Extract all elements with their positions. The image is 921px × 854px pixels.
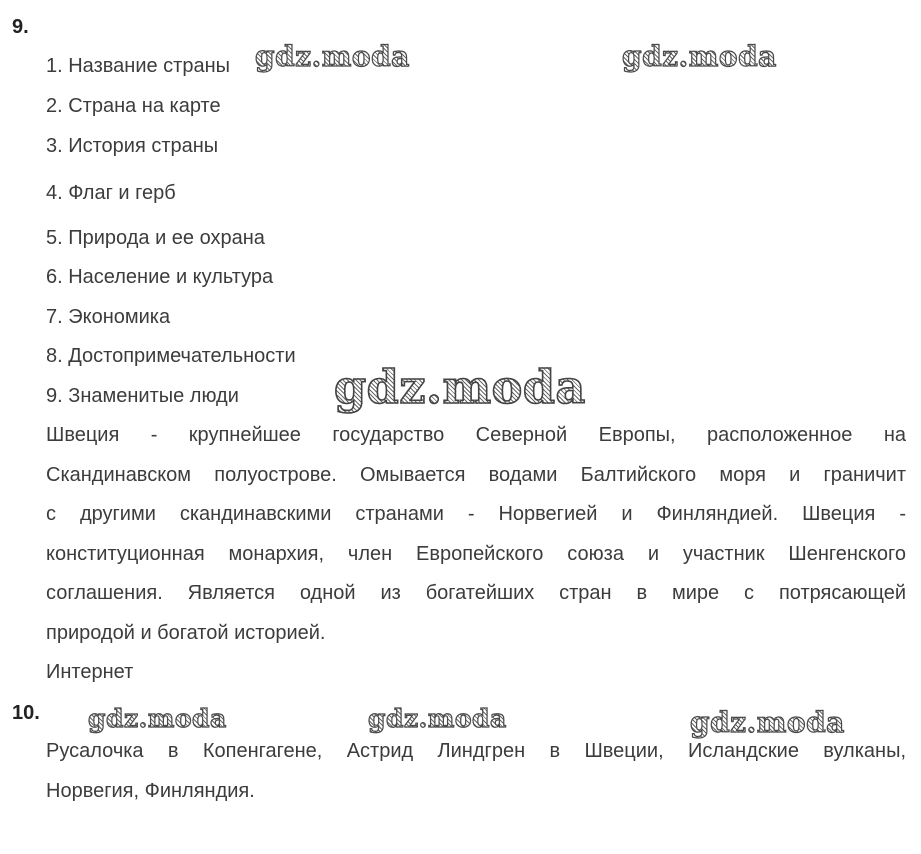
list-item-sights: 8. Достопримечательности [46, 345, 296, 367]
task-10-answer [46, 732, 906, 811]
list-item-nature: 5. Природа и ее охрана [46, 227, 265, 249]
watermark-logo: gdz.moda [255, 40, 410, 73]
list-item-flag-emblem: 4. Флаг и герб [46, 182, 176, 204]
list-item-population: 6. Население и культура [46, 266, 274, 288]
paragraph-line: природой и богатой историей. [46, 621, 326, 644]
paragraph-line: Скандинавском полуострове. Омывается водами Балтийского моря и граничит [46, 463, 906, 486]
list-item-country-name: 1. Название страны [46, 55, 230, 77]
watermark-logo: gdz.moda [622, 40, 777, 73]
source-label: Интернет [46, 661, 134, 683]
task-10-number: 10. [12, 702, 40, 724]
paragraph-line: соглашения. Является одной из богатейших стран в мире с потрясающей [46, 582, 906, 604]
sweden-paragraph [46, 416, 906, 653]
list-item-country-map: 2. Страна на карте [46, 95, 221, 117]
list-item-famous-people: 9. Знаменитые люди [46, 385, 239, 407]
task-9-number: 9. [12, 16, 29, 38]
answer-line: Русалочка в Копенгагене, Астрид Линдгрен в Швеции, Исландские вулканы, [46, 740, 906, 762]
watermark-logo: gdz.moda [690, 706, 845, 739]
watermark-logo: gdz.moda [368, 704, 507, 733]
paragraph-line: Швеция - крупнейшее государство Северной Европы, расположенное на [46, 424, 906, 446]
paragraph-line: конституционная монархия, член Европейского союза и участник Шенгенского [46, 542, 906, 565]
watermark-logo: gdz.moda [334, 360, 586, 414]
answer-line: Норвегия, Финляндия. [46, 779, 255, 802]
list-item-economy: 7. Экономика [46, 306, 171, 328]
watermark-logo: gdz.moda [88, 704, 227, 733]
list-item-country-history: 3. История страны [46, 135, 219, 157]
paragraph-line: с другими скандинавскими странами - Норвегией и Финляндией. Швеция - [46, 503, 906, 525]
